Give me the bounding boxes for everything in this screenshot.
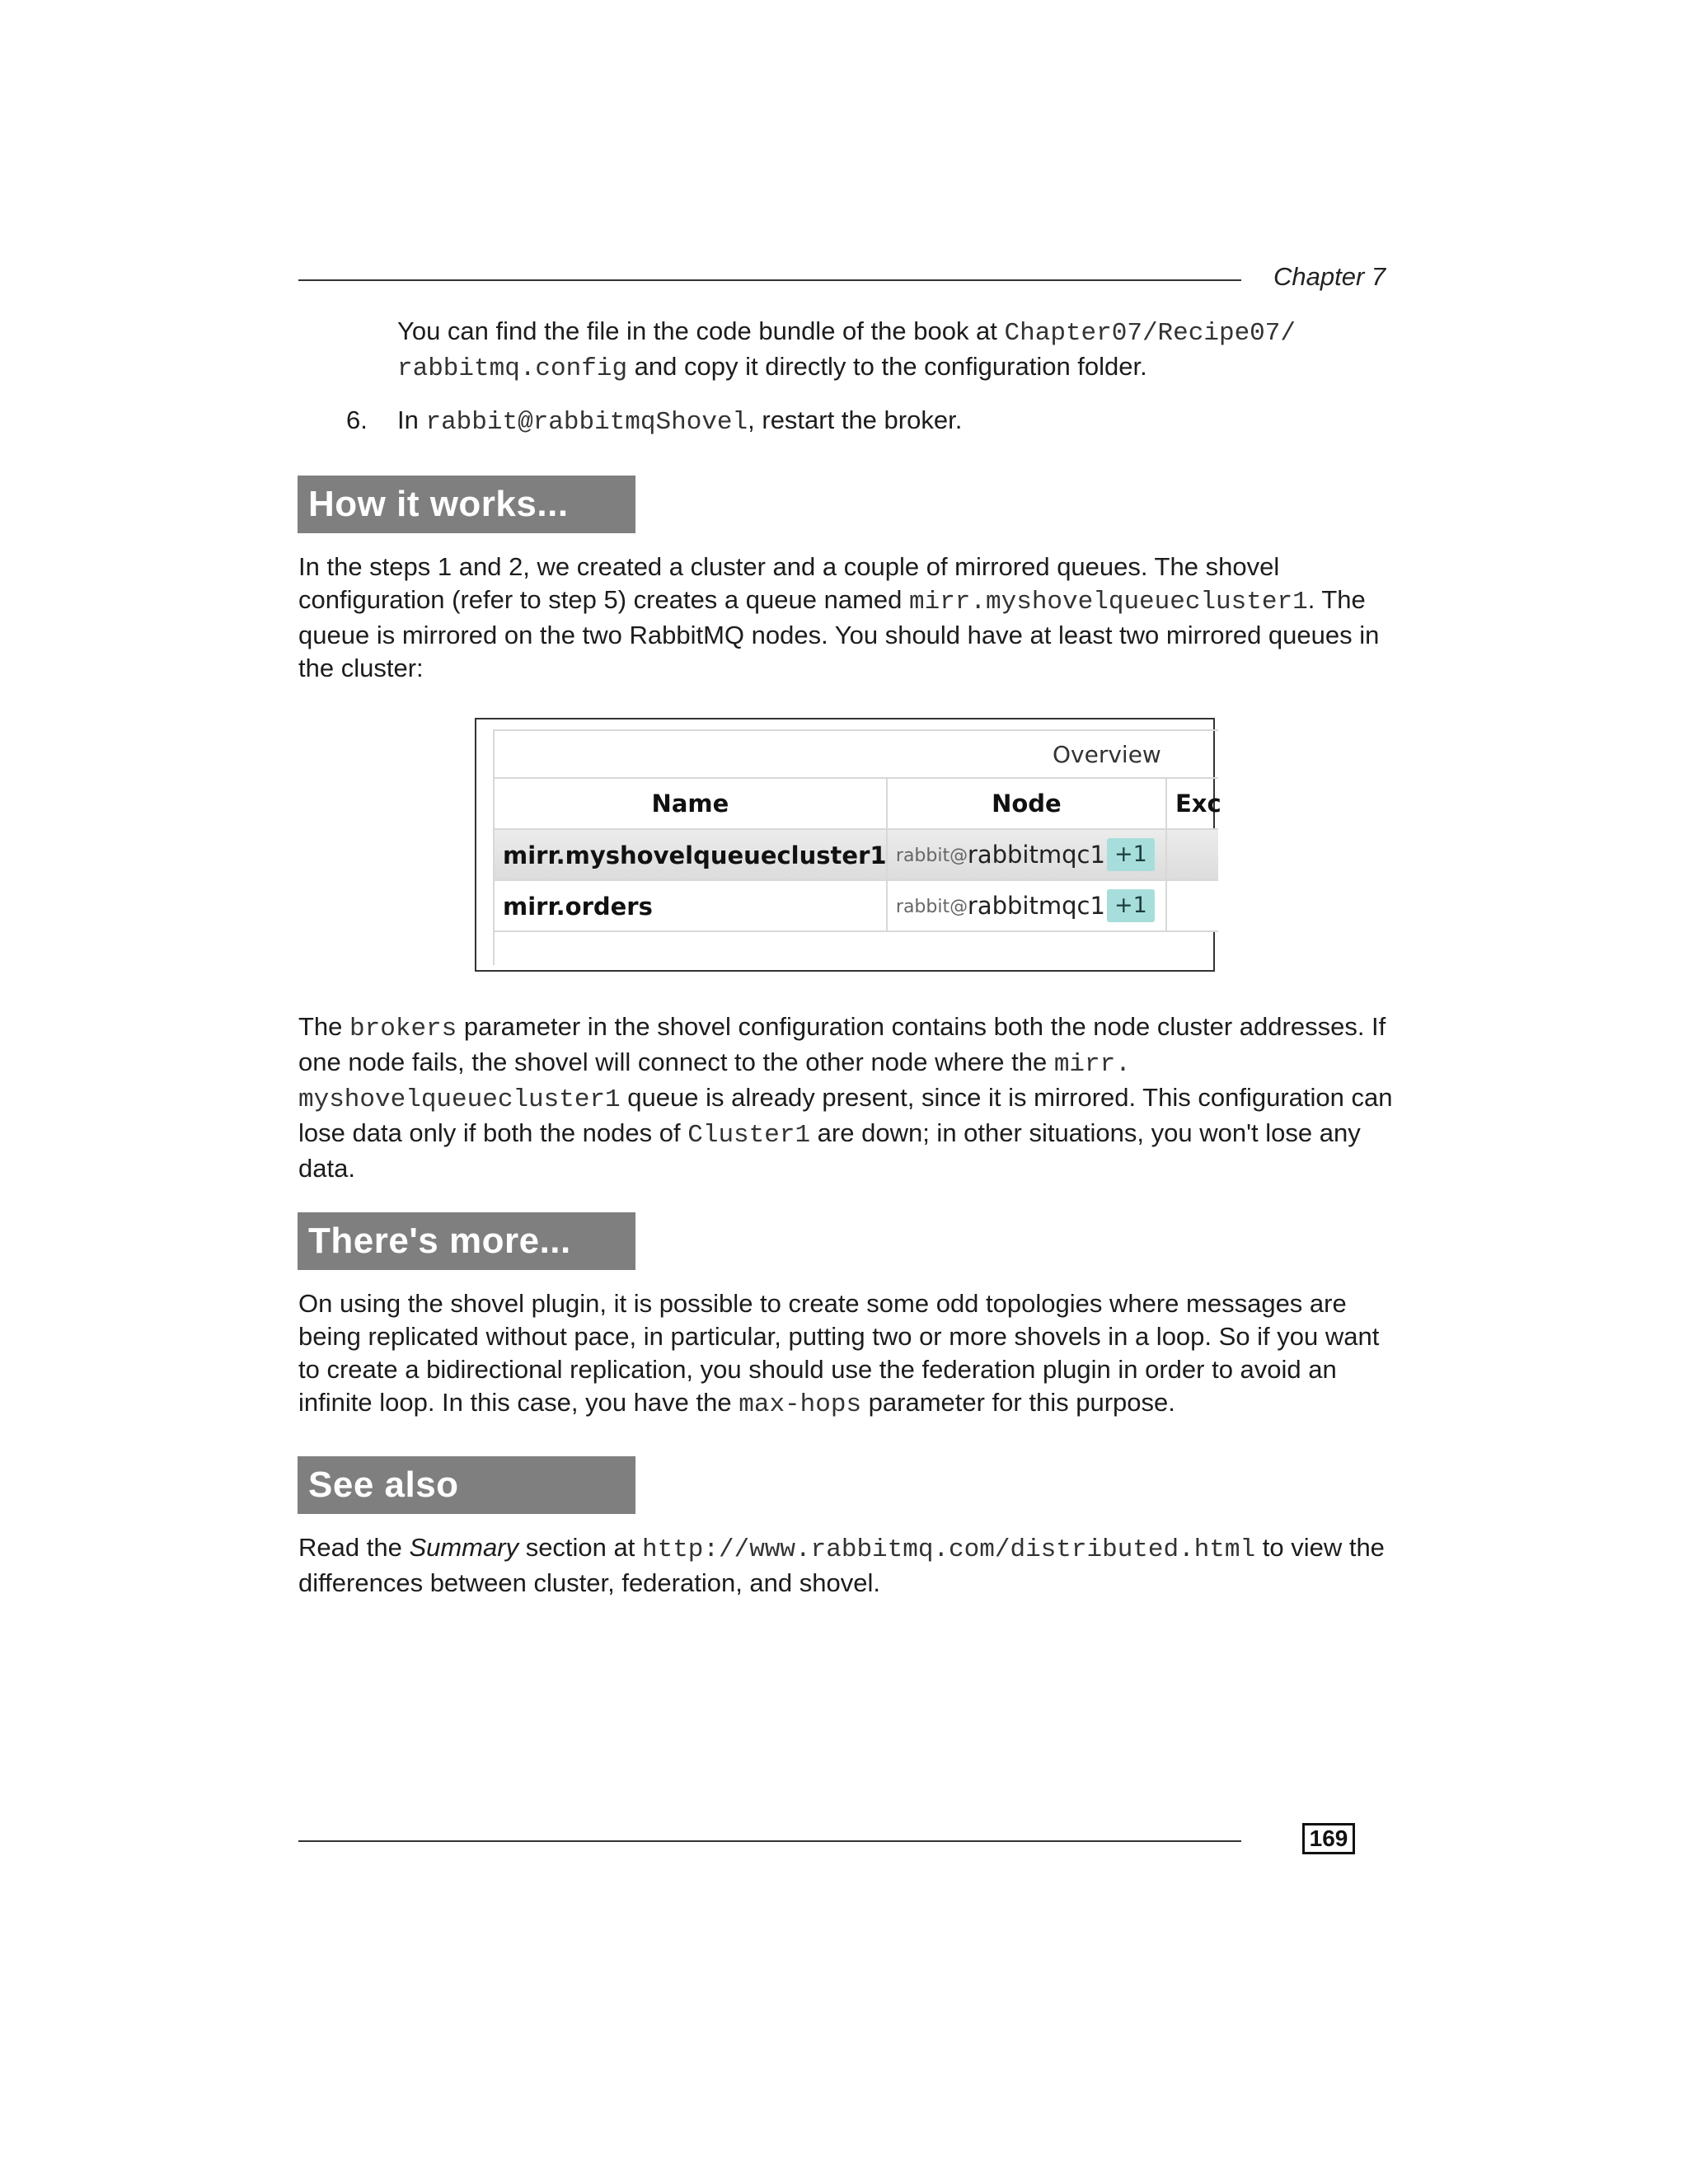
overview-header [493,729,1218,779]
table-row [493,830,1218,881]
p2-cluster-code: Cluster1 [687,1121,811,1150]
step6-text-b: , restart the broker. [748,405,963,434]
page-number: 169 [1302,1823,1355,1854]
section-heading-theres-more: There's more... [298,1212,635,1270]
p2-text-a: The [298,1012,350,1041]
column-header-exclusive: Exc [1175,790,1221,818]
node-prefix: rabbit@ [895,846,968,866]
intro-config-code: rabbitmq.config [397,354,628,383]
p2-queue-code-a: mirr. [1053,1050,1131,1079]
intro-path-code: Chapter07/Recipe07/ [1004,319,1296,348]
more-text-b: parameter for this purpose. [861,1388,1175,1417]
queue-table-header [493,779,1221,830]
p2-text-b: parameter in the shovel configuration contains both the node cluster addresses. If one node fails, the shovel will connect to the other node where the [298,1012,1386,1076]
header-rule [298,279,1241,281]
distributed-url[interactable]: http://www.rabbitmq.com/distributed.html [642,1535,1256,1564]
section-heading-see-also: See also [298,1456,635,1514]
theres-more-paragraph [298,1287,1395,1422]
step6-text [397,404,1386,439]
node-prefix: rabbit@ [895,897,968,917]
see-text-a: Read the [298,1533,410,1562]
queue-name: mirr.orders [503,893,653,921]
p1-queue-code: mirr.myshovelqueuecluster1 [909,588,1308,616]
intro-paragraph [397,315,1386,386]
column-header-node: Node [888,779,1167,828]
queues-screenshot [475,718,1221,972]
more-text-a: On using the shovel plugin, it is possible to create some odd topologies where messages are being replicated without pace, in particular, putting two or more shovels in a loop. So if you want to create a bidirectional replication, you should use the federation plugin in order to avoid an infinite loop. In this case, you have the [298,1289,1380,1417]
p2-brokers-code: brokers [349,1015,457,1043]
chapter-label: Chapter 7 [1273,262,1386,291]
mirror-badge: +1 [1107,889,1155,922]
how-it-works-paragraph-1 [298,551,1395,685]
see-text-c: to view the differences between cluster, federation, and shovel. [298,1533,1385,1597]
step6-text-a: In [397,405,426,434]
step6-code: rabbit@rabbitmqShovel [425,408,748,437]
p2-queue-code-b: myshovelqueuecluster1 [298,1085,621,1114]
mirror-badge: +1 [1107,838,1155,871]
intro-text-tail: and copy it directly to the configuration folder. [627,352,1147,381]
max-hops-code: max-hops [738,1390,862,1419]
overview-label: Overview [1053,741,1161,768]
p1-text-b: . The queue is mirrored on the two RabbitMQ nodes. You should have at least two mirrored queues in the cluster: [298,585,1380,682]
p1-text-a: In the steps 1 and 2, we created a cluster and a couple of mirrored queues. The shovel configuration (refer to step 5) creates a queue named [298,552,1280,614]
see-text-b: section at [518,1533,642,1562]
see-also-paragraph [298,1531,1395,1600]
node-host: rabbitmqc1 [967,892,1105,920]
how-it-works-paragraph-2 [298,1010,1395,1185]
queue-name: mirr.myshovelqueuecluster1 [503,841,887,869]
p2-text-c: queue is already present, since it is mirrored. This configuration can lose data only if both the nodes of [298,1083,1393,1147]
section-heading-how-it-works: How it works... [298,476,635,533]
footer-rule [298,1840,1241,1842]
table-row [493,881,1218,932]
summary-emphasis: Summary [409,1533,519,1562]
step-number: 6. [346,405,368,434]
column-header-name: Name [495,779,888,828]
p2-text-d: are down; in other situations, you won't lose any data. [298,1118,1361,1183]
intro-text: You can find the file in the code bundle of the book at [397,316,1005,345]
node-host: rabbitmqc1 [967,841,1105,869]
